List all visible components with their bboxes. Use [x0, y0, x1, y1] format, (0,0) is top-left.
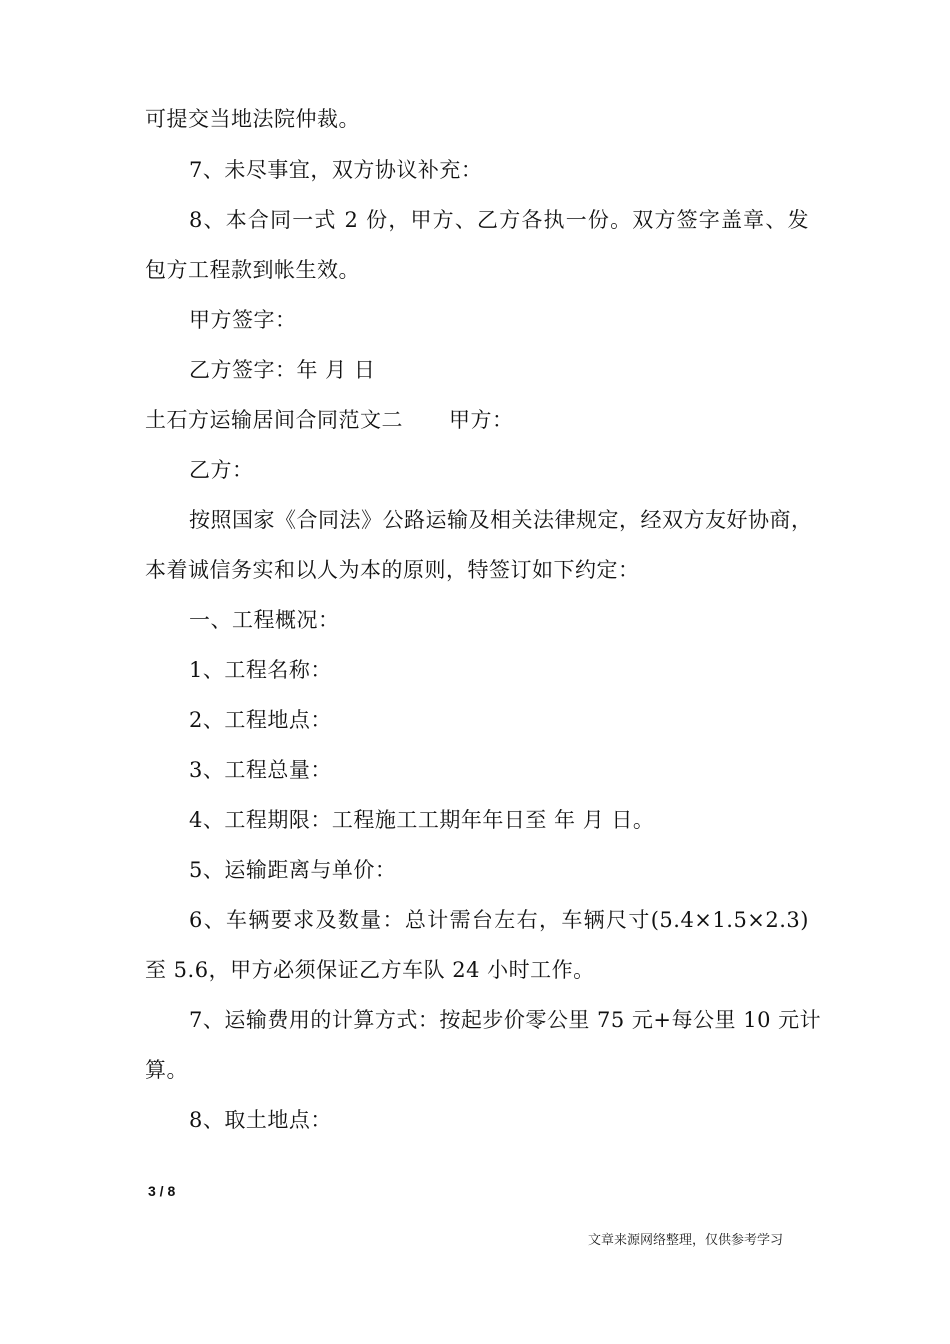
list-item: 2、工程地点：: [189, 708, 332, 732]
footer-note: 文章来源网络整理，仅供参考学习: [588, 1233, 784, 1248]
section-title-line: [145, 405, 514, 435]
list-item-continuation: 至 5.6，甲方必须保证乙方车队 24 小时工作。: [145, 958, 595, 982]
list-item: 8、取土地点：: [189, 1108, 332, 1132]
list-item-continuation: 算。: [145, 1058, 188, 1082]
list-item: 7、运输费用的计算方式：按起步价零公里 75 元+每公里 10 元计: [189, 1008, 822, 1032]
paragraph-line: 8、本合同一式 2 份，甲方、乙方各执一份。双方签字盖章、发: [189, 208, 809, 232]
signature-party-b: 乙方签字：年 月 日: [189, 358, 376, 382]
party-b-label: 乙方：: [189, 458, 254, 482]
list-item: 3、工程总量：: [189, 758, 332, 782]
page-number: 3 / 8: [148, 1183, 176, 1199]
section-heading: 一、工程概况：: [189, 608, 340, 632]
paragraph-line: 7、未尽事宜，双方协议补充：: [189, 158, 483, 182]
paragraph-line: 按照国家《合同法》公路运输及相关法律规定，经双方友好协商，: [189, 508, 813, 532]
signature-party-a: 甲方签字：: [189, 308, 297, 332]
paragraph-line: 本着诚信务实和以人为本的原则，特签订如下约定：: [145, 558, 640, 582]
list-item: 5、运输距离与单价：: [189, 858, 397, 882]
paragraph-line: 可提交当地法院仲裁。: [145, 107, 360, 131]
section-title: 土石方运输居间合同范文二: [145, 408, 403, 432]
list-item: 4、工程期限：工程施工工期年年日至 年 月 日。: [189, 808, 655, 832]
paragraph-line: 包方工程款到帐生效。: [145, 258, 360, 282]
list-item: 6、车辆要求及数量：总计需台左右，车辆尺寸(5.4×1.5×2.3): [189, 908, 809, 932]
list-item: 1、工程名称：: [189, 658, 332, 682]
party-a-label: 甲方：: [449, 408, 514, 432]
